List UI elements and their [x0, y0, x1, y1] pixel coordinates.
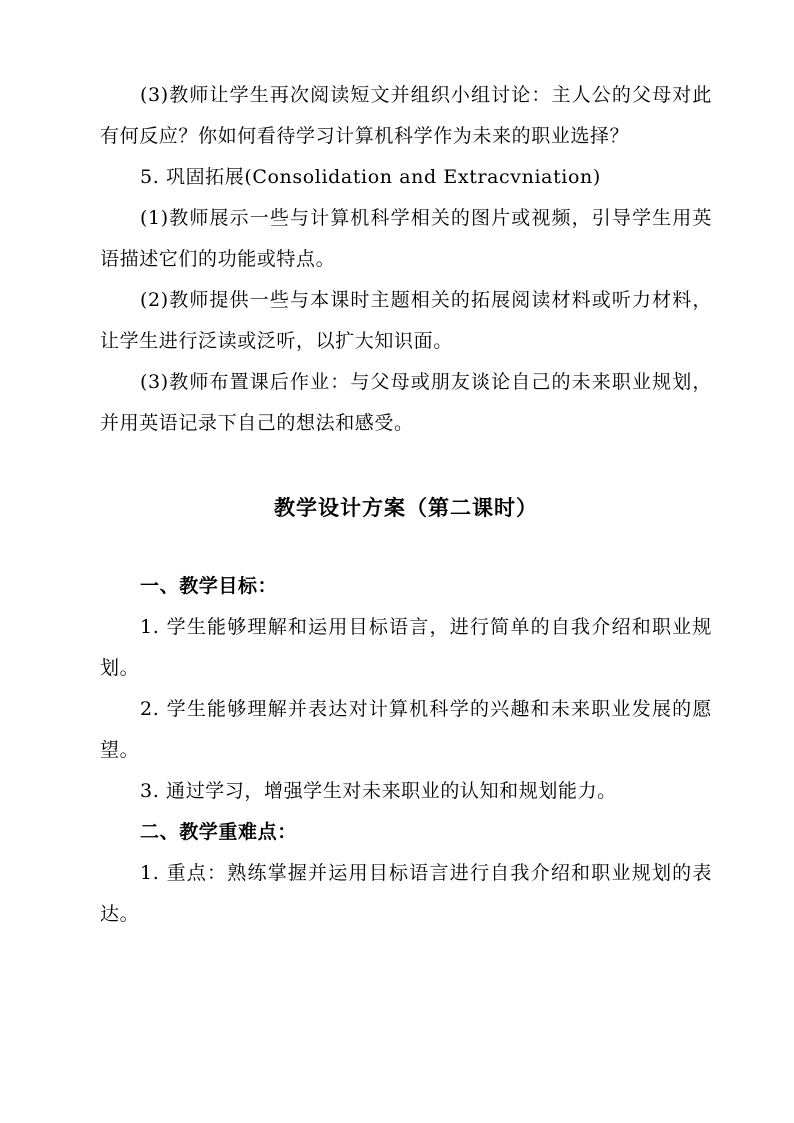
heading-key-difficulties: 二、教学重难点： — [140, 821, 297, 843]
document-page — [100, 75, 712, 935]
heading-consolidation: 5. 巩固拓展(Consolidation and Extracvniation) — [140, 166, 601, 188]
paragraph-extended-reading: (2)教师提供一些与本课时主题相关的拓展阅读材料或听力材料，让学生进行泛读或泛听，以扩大知识面。 — [100, 289, 712, 352]
spacer — [100, 444, 712, 486]
key-point-1: 1. 重点：熟练掌握并运用目标语言进行自我介绍和职业规划的表达。 — [100, 862, 712, 925]
paragraph-homework: (3)教师布置课后作业：与父母或朋友谈论自己的未来职业规划，并用英语记录下自己的想法和感受。 — [100, 371, 712, 434]
spacer — [100, 530, 712, 566]
paragraph-pictures-videos: (1)教师展示一些与计算机科学相关的图片或视频，引导学生用英语描述它们的功能或特点。 — [100, 207, 712, 270]
goal-item-1: 1. 学生能够理解和运用目标语言，进行简单的自我介绍和职业规划。 — [100, 616, 712, 679]
document-title: 教学设计方案（第二课时） — [274, 495, 538, 520]
paragraph-discussion: (3)教师让学生再次阅读短文并组织小组讨论：主人公的父母对此有何反应？你如何看待学习计算机科学作为未来的职业选择？ — [100, 84, 712, 147]
goal-item-2: 2. 学生能够理解并表达对计算机科学的兴趣和未来职业发展的愿望。 — [100, 698, 712, 761]
goal-item-3: 3. 通过学习，增强学生对未来职业的认知和规划能力。 — [140, 780, 617, 802]
heading-teaching-goals: 一、教学目标： — [140, 575, 278, 597]
